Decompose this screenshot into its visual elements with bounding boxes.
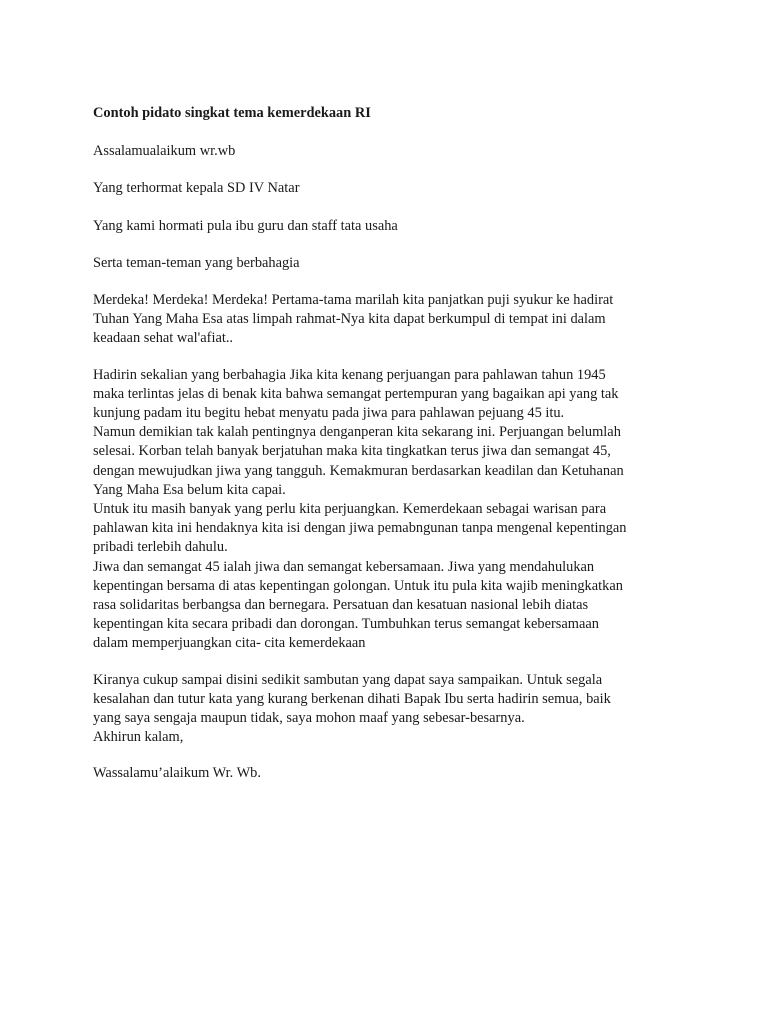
- text-line: Tuhan Yang Maha Esa atas limpah rahmat-Nya kita dapat berkumpul di tempat ini dalam: [93, 311, 606, 328]
- text-line: dalam memperjuangkan cita- cita kemerdekaan: [93, 635, 366, 652]
- text-line: pahlawan kita ini hendaknya kita isi dengan jiwa pemabngunan tanpa mengenal kepentingan: [93, 520, 627, 537]
- document-page: [93, 104, 683, 800]
- text-line: rasa solidaritas berbangsa dan bernegara. Persatuan dan kesatuan nasional lebih diatas: [93, 597, 589, 614]
- text-line: keadaan sehat wal'afiat..: [93, 330, 234, 347]
- text-line: kepentingan bersama di atas kepentingan golongan. Untuk itu pula kita wajib meningkatkan: [93, 577, 623, 594]
- text-line: Kiranya cukup sampai disini sedikit sambutan yang dapat saya sampaikan. Untuk segala: [93, 671, 603, 688]
- text-line: dengan mewujudkan jiwa yang tangguh. Kemakmuran berdasarkan keadilan dan Ketuhanan: [93, 462, 624, 479]
- greeting-line-4: Serta teman-teman yang berbahagia: [93, 254, 300, 271]
- text-line: maka terlintas jelas di benak kita bahwa semangat pertempuran yang bagaikan api yang tak: [93, 385, 619, 402]
- text-line: pribadi terlebih dahulu.: [93, 539, 228, 556]
- body-paragraph: [93, 366, 683, 654]
- text-line: Akhirun kalam,: [93, 729, 184, 746]
- closing-paragraph: [93, 671, 683, 748]
- greeting-line-3: Yang kami hormati pula ibu guru dan staff tata usaha: [93, 217, 398, 234]
- text-line: selesai. Korban telah banyak berjatuhan maka kita tingkatkan terus jiwa dan semangat 45,: [93, 443, 611, 460]
- opening-paragraph: [93, 291, 683, 349]
- text-line: kesalahan dan tutur kata yang kurang berkenan dihati Bapak Ibu serta hadirin semua, baik: [93, 690, 611, 707]
- text-line: kepentingan kita secara pribadi dan dorongan. Tumbuhkan terus semangat kebersamaan: [93, 616, 599, 633]
- signoff: Wassalamu’alaikum Wr. Wb.: [93, 765, 261, 782]
- text-line: Untuk itu masih banyak yang perlu kita perjuangkan. Kemerdekaan sebagai warisan para: [93, 501, 607, 518]
- text-line: Jiwa dan semangat 45 ialah jiwa dan semangat kebersamaan. Jiwa yang mendahulukan: [93, 558, 595, 575]
- text-line: Merdeka! Merdeka! Merdeka! Pertama-tama marilah kita panjatkan puji syukur ke hadirat: [93, 292, 614, 309]
- document-title: Contoh pidato singkat tema kemerdekaan RI: [93, 105, 371, 121]
- text-line: Yang Maha Esa belum kita capai.: [93, 481, 286, 498]
- text-line: Hadirin sekalian yang berbahagia Jika kita kenang perjuangan para pahlawan tahun 1945: [93, 366, 606, 383]
- text-line: yang saya sengaja maupun tidak, saya mohon maaf yang sebesar-besarnya.: [93, 710, 525, 727]
- greeting-line-1: Assalamualaikum wr.wb: [93, 143, 236, 160]
- text-line: kunjung padam itu begitu hebat menyatu pada jiwa para pahlawan pejuang 45 itu.: [93, 405, 565, 422]
- greeting-line-2: Yang terhormat kepala SD IV Natar: [93, 180, 300, 197]
- text-line: Namun demikian tak kalah pentingnya denganperan kita sekarang ini. Perjuangan belumlah: [93, 424, 621, 441]
